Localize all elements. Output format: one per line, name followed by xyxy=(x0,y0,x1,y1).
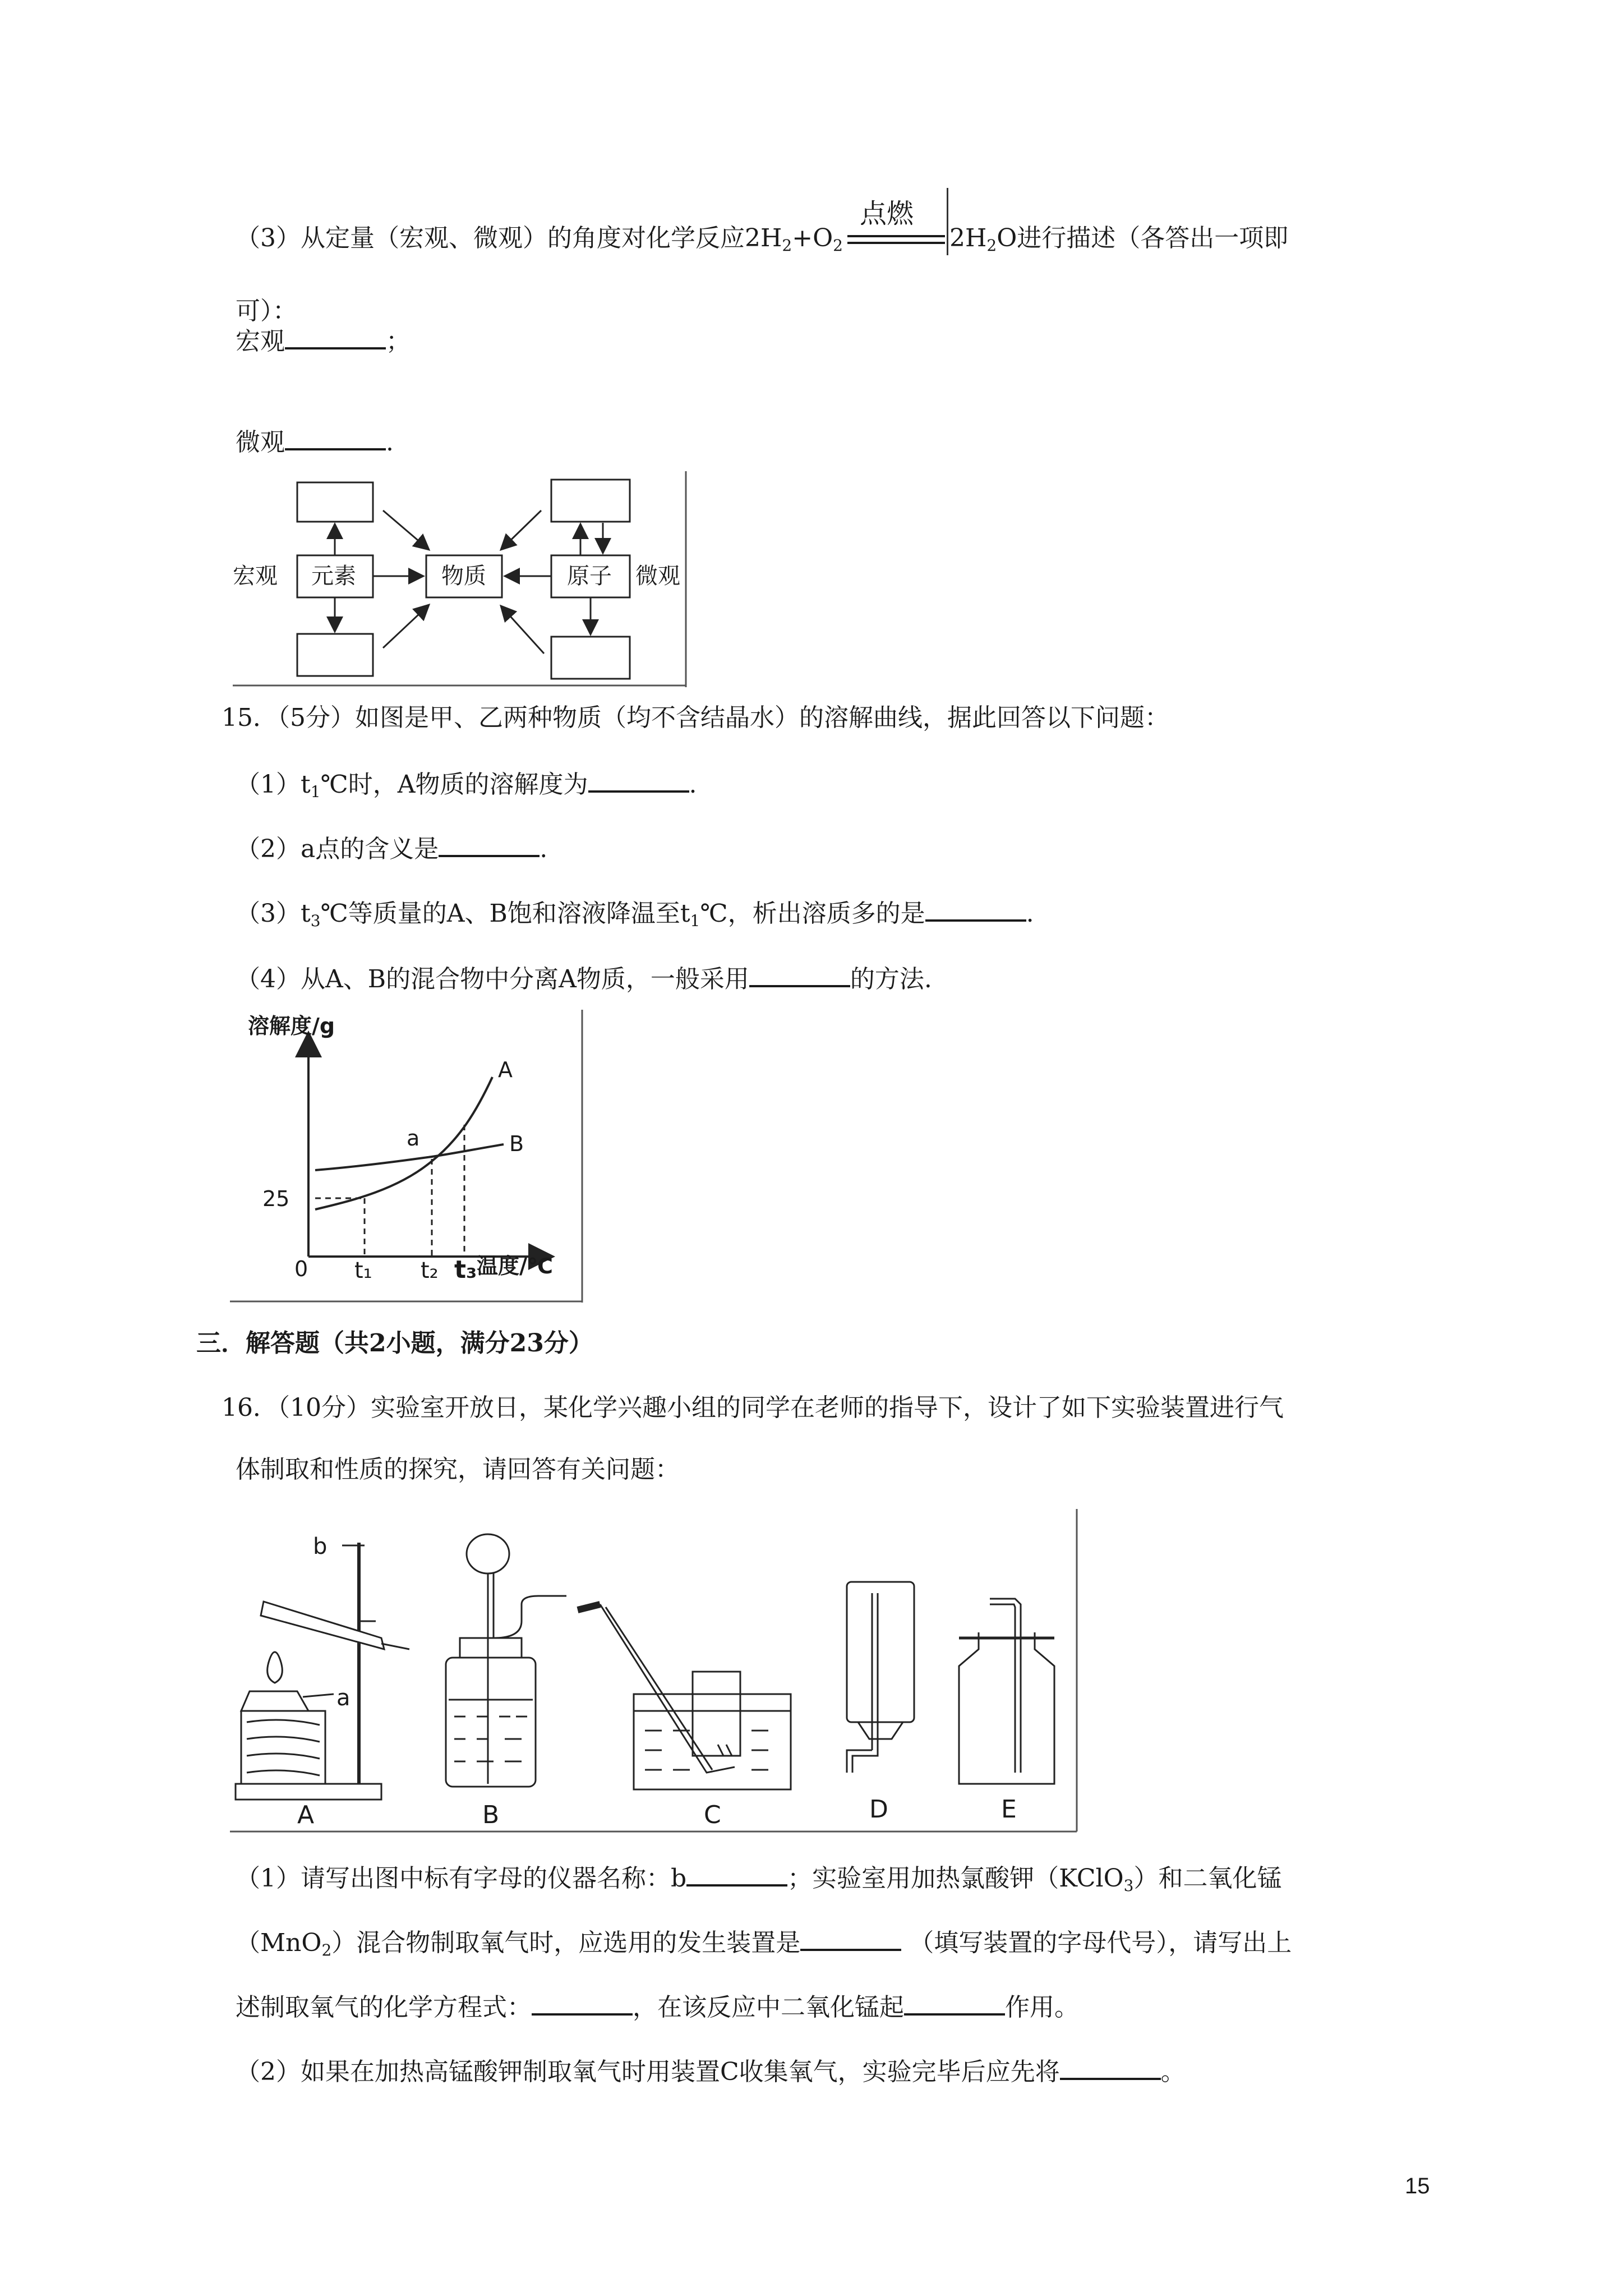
solubility-graph xyxy=(230,1010,589,1304)
q16-item1-line2: （MnO$_2$）混合物制取氧气时，应选用的发生装置是 （填写装置的字母代号），请写出上 xyxy=(236,1924,1292,1967)
q14-item3-prefix: （3）从定量（宏观、微观）的角度对化学反应 xyxy=(236,224,745,252)
equation-left: $2H_2+O_2$ xyxy=(745,224,843,255)
atom-label: 原子 xyxy=(567,563,612,589)
micro-end: . xyxy=(386,428,394,457)
reaction-condition: 点燃 xyxy=(843,222,949,255)
q16-item1-line1: （1）请写出图中标有字母的仪器名称：b ；实验室用加热氯酸钾（KClO$_3$）和二氧化锰 xyxy=(236,1860,1282,1903)
blank-box-top-left xyxy=(297,482,373,522)
q16-item1-line3: 述制取氧气的化学方程式： ，在该反应中二氧化锰起 作用。 xyxy=(236,1989,1079,2024)
substance-label: 物质 xyxy=(441,563,486,589)
q16-mno2-role-blank[interactable] xyxy=(904,1989,1005,2016)
apparatus-b xyxy=(446,1534,566,1787)
x-axis-label: 温度/℃ xyxy=(477,1254,553,1278)
q16-b-name-blank[interactable] xyxy=(686,1860,787,1887)
curve-a xyxy=(315,1077,492,1209)
apparatus-a xyxy=(236,1543,409,1800)
origin-label: 0 xyxy=(294,1257,308,1281)
lab-apparatus-figure xyxy=(230,1509,1082,1834)
y-tick-25: 25 xyxy=(262,1186,290,1211)
curve-a-label: A xyxy=(498,1057,513,1082)
curve-b-label: B xyxy=(509,1131,524,1156)
q15-item2-blank[interactable] xyxy=(439,830,540,857)
x-tick-t3: t₃ xyxy=(454,1255,477,1284)
macro-label: 宏观 xyxy=(236,327,285,356)
q16-stem-line2: 体制取和性质的探究，请回答有关问题： xyxy=(236,1455,680,1484)
x-tick-t1: t₁ xyxy=(354,1258,372,1283)
blank-box-top-right xyxy=(551,480,630,522)
q16-device-blank[interactable] xyxy=(800,1924,901,1951)
point-a-label: a xyxy=(407,1126,420,1151)
apparatus-c xyxy=(578,1604,791,1789)
q15-item2: （2）a点的含义是 . xyxy=(236,830,547,866)
marker-b: b xyxy=(313,1534,328,1559)
label-c: C xyxy=(704,1801,721,1829)
q16-item2-blank[interactable] xyxy=(1060,2053,1161,2080)
q14-item3-line1 xyxy=(236,198,1289,263)
macro-end: ； xyxy=(386,327,411,356)
q15-stem: 15．（5分）如图是甲、乙两种物质（均不含结晶水）的溶解曲线，据此回答以下问题： xyxy=(222,703,1169,732)
label-e: E xyxy=(1001,1795,1017,1824)
q15-item1-blank[interactable] xyxy=(588,766,689,793)
label-b: B xyxy=(482,1801,500,1829)
x-tick-t2: t₂ xyxy=(421,1258,439,1283)
macro-blank[interactable] xyxy=(285,323,386,349)
equation-right: $2H_2O$ xyxy=(949,224,1017,255)
section3-title: 三．解答题（共2小题，满分23分） xyxy=(196,1329,593,1358)
q15-item3: $(3)t_3℃$等质量的A、B饱和溶液降温至$t_1℃$，析出溶质多的是 . xyxy=(236,895,1034,938)
micro-label: 微观 xyxy=(236,428,285,457)
q15-item4: （4）从A、B的混合物中分离A物质，一般采用 的方法. xyxy=(236,960,932,996)
micro-blank[interactable] xyxy=(285,424,386,450)
q14-item3-line2: 可）： xyxy=(236,297,297,325)
q16-item2: （2）如果在加热高锰酸钾制取氧气时用装置C收集氧气，实验完毕后应先将 。 xyxy=(236,2053,1186,2089)
blank-box-bottom-left xyxy=(297,634,373,676)
label-a: A xyxy=(297,1801,315,1829)
apparatus-d xyxy=(847,1582,914,1773)
element-label: 元素 xyxy=(311,563,356,589)
q15-item1: $(1)t_1℃$时，A物质的溶解度为 . xyxy=(236,766,697,809)
q16-stem-line1: 16．（10分）实验室开放日，某化学兴趣小组的同学在老师的指导下，设计了如下实验装置进行气 xyxy=(222,1393,1284,1422)
q16-equation-blank[interactable] xyxy=(532,1989,633,2016)
blank-box-bottom-right xyxy=(551,637,630,679)
label-d: D xyxy=(869,1795,888,1824)
macro-micro-diagram xyxy=(233,471,693,687)
q14-item3-suffix: 进行描述（各答出一项即 xyxy=(1017,224,1289,252)
macro-line xyxy=(236,323,411,358)
y-axis-label: 溶解度/g xyxy=(248,1014,335,1038)
q15-item3-blank[interactable] xyxy=(925,895,1026,922)
micro-line xyxy=(236,424,394,459)
q15-item4-blank[interactable] xyxy=(749,960,850,987)
micro-side-label: 微观 xyxy=(635,563,680,589)
page-number: 15 xyxy=(1405,2174,1430,2198)
apparatus-e xyxy=(959,1599,1054,1784)
macro-side-label: 宏观 xyxy=(233,563,278,589)
marker-a: a xyxy=(336,1685,351,1711)
